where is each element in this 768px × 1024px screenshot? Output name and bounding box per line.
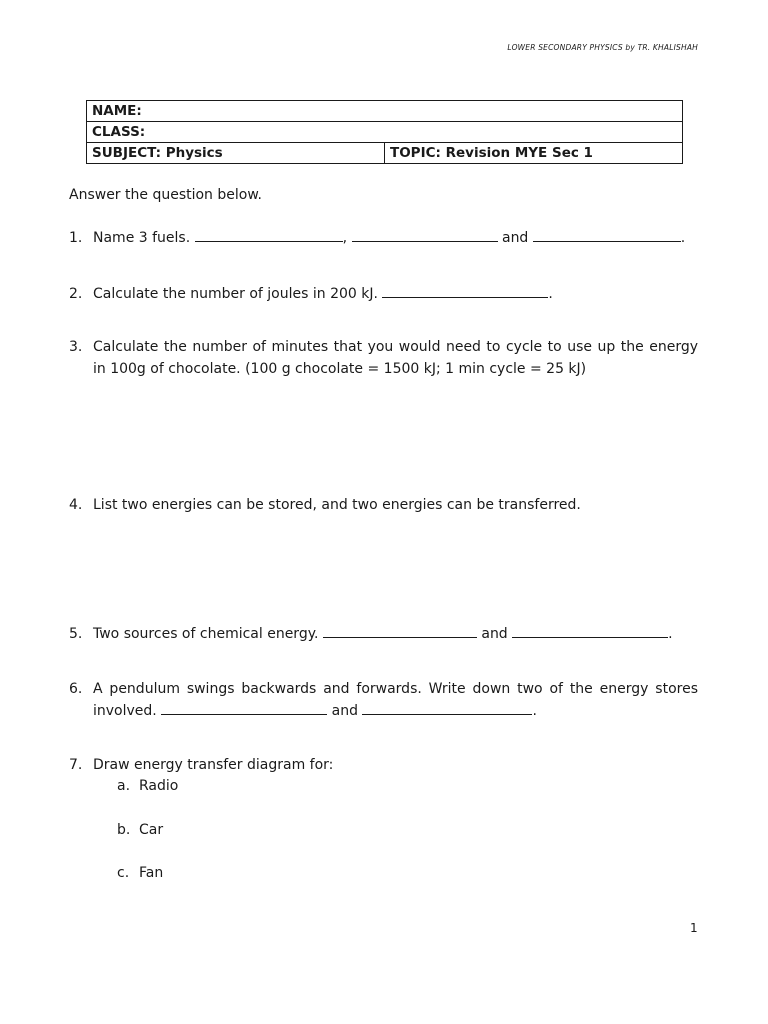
sub-item-text: Fan bbox=[139, 865, 164, 881]
name-field[interactable]: NAME: bbox=[87, 101, 683, 122]
sub-item-radio bbox=[117, 777, 178, 795]
period: . bbox=[548, 286, 553, 302]
question-number: 5. bbox=[69, 626, 83, 642]
student-info-table bbox=[86, 100, 683, 164]
sub-item-text: Radio bbox=[139, 778, 179, 794]
subject-cell: SUBJECT: Physics bbox=[87, 143, 385, 164]
question-4 bbox=[69, 494, 698, 516]
comma: , bbox=[342, 230, 348, 246]
answer-blank-2[interactable] bbox=[352, 229, 498, 242]
question-text: Draw energy transfer diagram for: bbox=[93, 757, 334, 773]
period: . bbox=[668, 626, 673, 642]
question-text: Calculate the number of joules in 200 kJ. bbox=[93, 286, 378, 302]
answer-blank-1[interactable] bbox=[195, 229, 343, 242]
question-number: 2. bbox=[69, 286, 83, 302]
page-number: 1 bbox=[690, 921, 698, 935]
question-number: 3. bbox=[69, 339, 83, 355]
question-6 bbox=[69, 678, 698, 722]
question-text: List two energies can be stored, and two energies can be transferred. bbox=[93, 497, 581, 513]
question-1 bbox=[69, 227, 698, 249]
sub-item-label: c. bbox=[117, 865, 130, 881]
question-3 bbox=[69, 336, 698, 380]
period: . bbox=[532, 703, 537, 719]
question-number: 1. bbox=[69, 230, 83, 246]
question-5 bbox=[69, 623, 698, 645]
question-2 bbox=[69, 283, 698, 305]
class-field[interactable]: CLASS: bbox=[87, 122, 683, 143]
question-number: 7. bbox=[69, 757, 83, 773]
name-row bbox=[87, 101, 683, 122]
conjunction: and bbox=[501, 230, 529, 246]
conjunction: and bbox=[481, 626, 508, 642]
answer-blank-2[interactable] bbox=[512, 625, 668, 638]
answer-space-4[interactable] bbox=[93, 520, 698, 615]
subject-row bbox=[87, 143, 683, 164]
period: . bbox=[680, 230, 686, 246]
conjunction: and bbox=[331, 703, 358, 719]
answer-blank[interactable] bbox=[382, 285, 548, 298]
sub-item-label: b. bbox=[117, 822, 131, 838]
instructions: Answer the question below. bbox=[69, 187, 262, 203]
sub-item-fan bbox=[117, 864, 163, 882]
topic-cell: TOPIC: Revision MYE Sec 1 bbox=[385, 143, 683, 164]
answer-space-3[interactable] bbox=[93, 384, 698, 484]
answer-blank-3[interactable] bbox=[533, 229, 681, 242]
question-text: Two sources of chemical energy. bbox=[93, 626, 319, 642]
page-header: LOWER SECONDARY PHYSICS by TR. KHALISHAH bbox=[507, 43, 698, 52]
answer-blank-1[interactable] bbox=[161, 702, 327, 715]
question-7 bbox=[69, 754, 698, 776]
answer-blank-2[interactable] bbox=[362, 702, 532, 715]
question-text: Name 3 fuels. bbox=[93, 230, 191, 246]
sub-item-car bbox=[117, 821, 163, 839]
question-text: A pendulum swings backwards and forwards. Write down two of the energy stores involved. bbox=[93, 681, 698, 719]
sub-item-label: a. bbox=[117, 778, 131, 794]
question-number: 4. bbox=[69, 497, 83, 513]
answer-blank-1[interactable] bbox=[323, 625, 477, 638]
sub-item-text: Car bbox=[139, 822, 164, 838]
class-row bbox=[87, 122, 683, 143]
question-text: Calculate the number of minutes that you would need to cycle to use up the energy in 100g of chocolate. (100 g chocolate = 1500 kJ; 1 min cycle = 25 kJ) bbox=[93, 339, 698, 377]
question-number: 6. bbox=[69, 681, 83, 697]
